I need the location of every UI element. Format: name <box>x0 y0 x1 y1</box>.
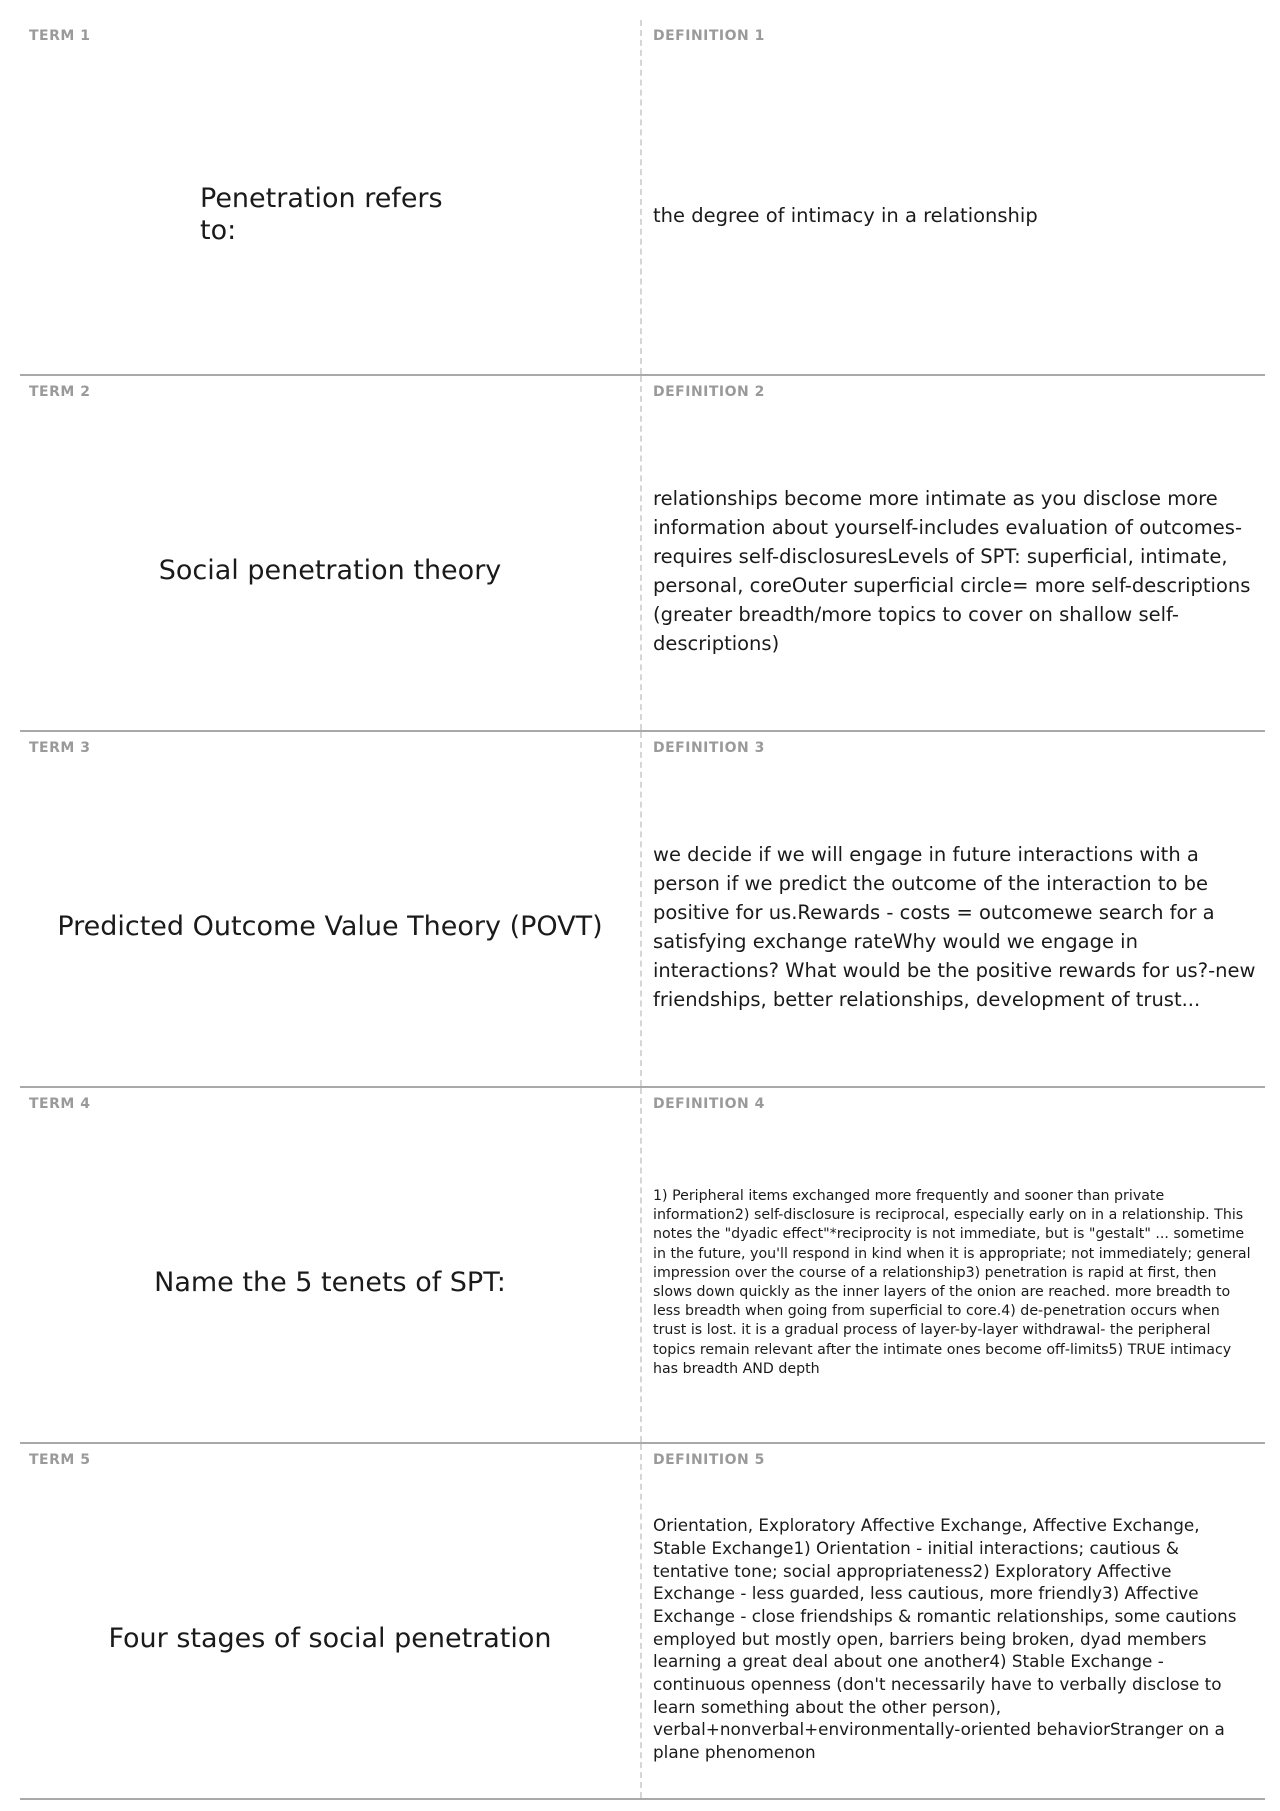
card-row-3 <box>20 732 1265 1088</box>
definition-text: we decide if we will engage in future interactions with a person if we predict the outcome of the interaction to be positive for us.Rewards - costs = outcomewe search for a satisfying exchange rateWhy would we engage in interactions? What would be the positive rewards for us?-new friendships, better relationships, development of trust... <box>653 843 1256 1011</box>
card-row-1 <box>20 20 1265 376</box>
card-row-5 <box>20 1444 1265 1800</box>
definition-text: 1) Peripheral items exchanged more frequently and sooner than private information2) self-disclosure is reciprocal, especially early on in a relationship. This notes the "dyadic effect"*reciprocity is not immediate, but is "gestalt" ... sometime in the future, you'll respond in kind when it is appropriate; not immediately; general impression over the course of a relationship3) penetration is rapid at first, then slows down quickly as the inner layers of the onion are reached. more breadth to less breadth when going from superficial to core.4) de-penetration occurs when trust is lost. it is a gradual process of layer-by-layer withdrawal- the peripheral topics remain relevant after the intimate ones become off-limits5) TRUE intimacy has breadth AND depth <box>653 1187 1251 1377</box>
definition-cell-2 <box>642 376 1265 730</box>
definition-tag: DEFINITION 3 <box>653 740 765 756</box>
term-cell-1 <box>20 20 642 374</box>
term-tag: TERM 2 <box>29 384 91 400</box>
term-text: Predicted Outcome Value Theory (POVT) <box>57 911 603 942</box>
flashcard-sheet <box>20 20 1265 1800</box>
definition-tag: DEFINITION 4 <box>653 1096 765 1112</box>
definition-tag: DEFINITION 2 <box>653 384 765 400</box>
term-tag: TERM 4 <box>29 1096 91 1112</box>
card-row-2 <box>20 376 1265 732</box>
term-tag: TERM 3 <box>29 740 91 756</box>
term-text: Social penetration theory <box>158 555 502 586</box>
term-text: Name the 5 tenets of SPT: <box>154 1267 506 1298</box>
term-tag: TERM 1 <box>29 28 91 44</box>
definition-cell-1 <box>642 20 1265 374</box>
term-tag: TERM 5 <box>29 1452 91 1468</box>
definition-cell-4 <box>642 1088 1265 1442</box>
card-row-4 <box>20 1088 1265 1444</box>
definition-cell-3 <box>642 732 1265 1086</box>
term-cell-3 <box>20 732 642 1086</box>
definition-cell-5 <box>642 1444 1265 1798</box>
term-text: Penetration refers to: <box>200 183 443 246</box>
term-cell-4 <box>20 1088 642 1442</box>
term-cell-5 <box>20 1444 642 1798</box>
definition-text: Orientation, Exploratory Affective Exchange, Affective Exchange, Stable Exchange1) Orientation - initial interactions; cautious & tentative tone; social appropriateness2) Exploratory Affective Exchange - less guarded, less cautious, more friendly3) Affective Exchange - close friendships & romantic relationships, some cautions employed but mostly open, barriers being broken, dyad members learning a great deal about one another4) Stable Exchange - continuous openness (don't necessarily have to verbally disclose to learn something about the other person), verbal+nonverbal+environmentally-oriented behaviorStranger on a plane phenomenon <box>653 1515 1237 1763</box>
definition-text: the degree of intimacy in a relationship <box>653 203 1038 227</box>
term-text: Four stages of social penetration <box>108 1623 552 1654</box>
definition-text: relationships become more intimate as you disclose more information about yourself-includes evaluation of outcomes-requires self-disclosuresLevels of SPT: superficial, intimate, personal, coreOuter superficial circle= more self-descriptions (greater breadth/more topics to cover on shallow self-descriptions) <box>653 487 1251 655</box>
term-cell-2 <box>20 376 642 730</box>
definition-tag: DEFINITION 1 <box>653 28 765 44</box>
definition-tag: DEFINITION 5 <box>653 1452 765 1468</box>
